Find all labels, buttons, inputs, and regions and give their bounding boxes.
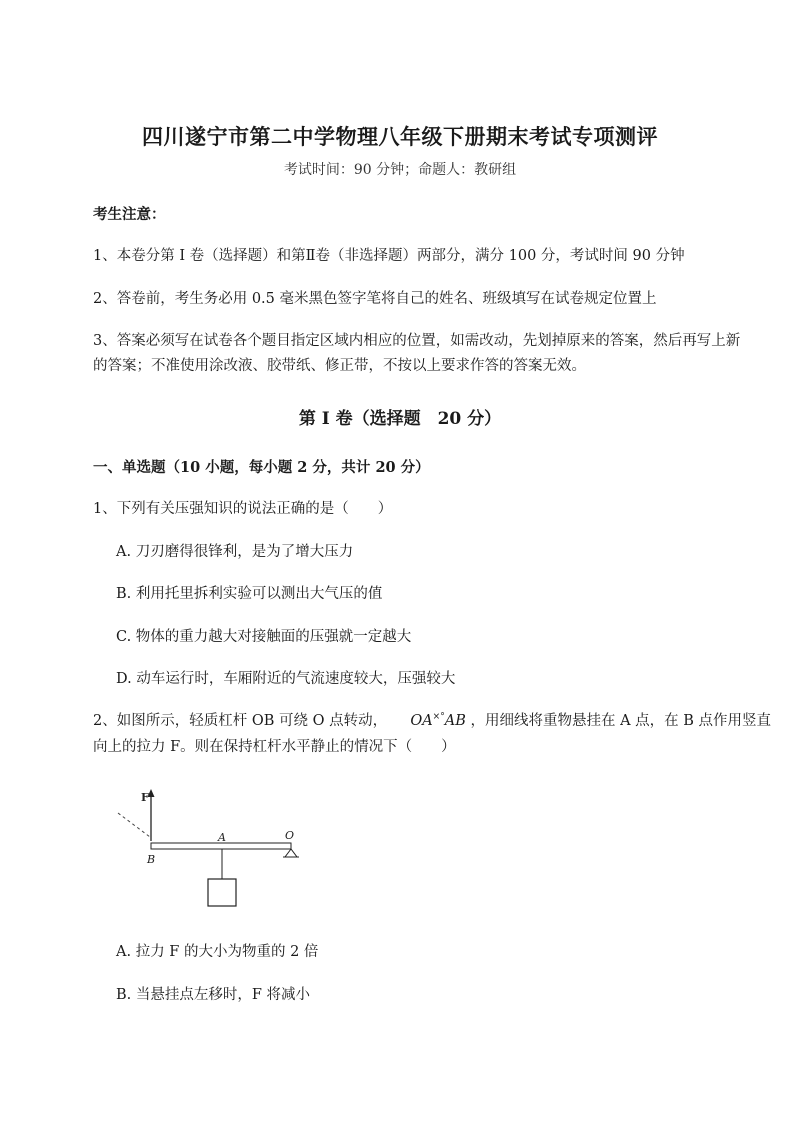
label-o: O (285, 829, 295, 842)
question-1-option-d[interactable]: D. 动车运行时，车厢附近的气流速度较大，压强较大 (116, 671, 456, 687)
notice-item: 2、答卷前，考生务必用 0.5 毫米黑色签字笔将自己的姓名、班级填写在试卷规定位置上 (93, 291, 657, 307)
section-title: 第 I 卷（选择题 20 分） (298, 409, 502, 429)
notice-item: 3、答案必须写在试卷各个题目指定区域内相应的位置，如需改动，先划掉原来的答案，然后再写上新 (93, 333, 741, 349)
exam-info: 考试时间：90 分钟；命题人：教研组 (283, 162, 517, 178)
label-b: B (147, 853, 156, 866)
math-operator: ×° (432, 712, 445, 722)
question-1-option-c[interactable]: C. 物体的重力越大对接触面的压强就一定越大 (116, 629, 412, 645)
page-title: 四川遂宁市第二中学物理八年级下册期末考试专项测评 (142, 124, 658, 149)
question-2-stem-line-1 (93, 709, 771, 730)
ratio-expression (410, 713, 466, 729)
lever-diagram (110, 785, 310, 910)
pivot-triangle (285, 849, 297, 857)
question-1-stem: 1、下列有关压强知识的说法正确的是（ ） (93, 501, 393, 517)
notice-item-continuation: 的答案；不准使用涂改液、胶带纸、修正带，不按以上要求作答的答案无效。 (93, 358, 586, 374)
notice-heading: 考生注意： (93, 206, 166, 223)
question-2-stem-line-2: 向上的拉力 F。则在保持杠杆水平静止的情况下（ ） (93, 739, 456, 755)
part-heading: 一、单选题（10 小题，每小题 2 分，共计 20 分） (93, 459, 430, 476)
notice-item: 1、本卷分第 I 卷（选择题）和第Ⅱ卷（非选择题）两部分，满分 100 分，考试时间 90 分钟 (93, 248, 685, 264)
question-2-option-a[interactable]: A. 拉力 F 的大小为物重的 2 倍 (116, 944, 319, 960)
math-ab: AB (444, 713, 466, 729)
question-2-stem-text: ，用细线将重物悬挂在 A 点，在 B 点作用竖直 (470, 713, 772, 729)
question-1-option-b[interactable]: B. 利用托里拆利实验可以测出大气压的值 (116, 586, 383, 602)
dashed-guide-line (118, 813, 150, 837)
question-1-option-a[interactable]: A. 刀刃磨得很锋利，是为了增大压力 (116, 544, 354, 560)
question-2-option-b[interactable]: B. 当悬挂点左移时，F 将减小 (116, 987, 311, 1003)
question-2-stem-text: 2、如图所示，轻质杠杆 OB 可绕 O 点转动， (93, 713, 388, 729)
hanging-weight (208, 879, 236, 906)
math-oa: OA (410, 713, 433, 729)
label-f: F (141, 791, 149, 804)
label-a: A (218, 831, 226, 844)
